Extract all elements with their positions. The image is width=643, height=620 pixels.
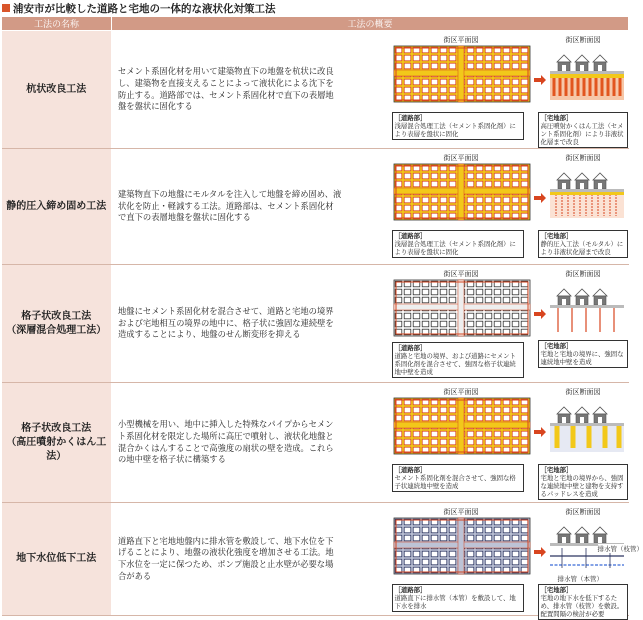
pipe-main-label: 排水管（本管）	[558, 574, 604, 583]
block-plan-diagram	[394, 518, 530, 574]
method-row	[2, 149, 629, 265]
arrow-right-icon	[534, 422, 546, 432]
method-name	[2, 503, 112, 616]
method-name	[2, 383, 112, 503]
lot-callout: ［宅地部］ 宅地と宅地の境界に、強固な連続地中壁を造成	[538, 340, 628, 369]
block-plan-diagram	[394, 280, 530, 336]
method-name-line: 地下水位低下工法	[2, 552, 112, 566]
method-name-line: 格子状改良工法	[2, 422, 112, 436]
road-callout: ［道路部］ セメント系固化剤を混合させて、強固な格子状連続地中壁を造成	[392, 464, 524, 493]
method-figure	[348, 149, 629, 265]
lot-callout: ［宅地部］ 静的圧入工法（モルタル）により非液状化層まで改良	[538, 230, 628, 259]
header-overview: 工法の概要	[112, 17, 629, 31]
plan-label: 街区平面図	[444, 269, 479, 279]
lot-callout: ［宅地部］ 宅地の地下水を低下するため、排水管（枝管）を敷設。配置間隔の検討が必要	[538, 584, 628, 620]
road-callout: ［道路部］ 道路直下に排水管（本管）を敷設して、地下水を排水	[392, 584, 524, 613]
block-plan-diagram	[394, 164, 530, 220]
lot-callout: ［宅地部］ 高圧噴射かくはん工法（セメント系固化剤）により非液状化層まで改良	[538, 112, 628, 149]
method-figure	[348, 383, 629, 503]
arrow-right-icon	[534, 188, 546, 198]
plan-label: 街区平面図	[444, 507, 479, 517]
block-section-diagram	[548, 398, 626, 454]
method-description: 地盤にセメント系固化材を混合させて、道路と宅地の境界および宅地相互の境界の地中に、格子状に強固な連続壁を造成することにより、地盤のせん断変形を抑える	[112, 265, 348, 383]
road-callout: ［道路部］ 浅層混合処理工法（セメント系固化剤）により表層を盤状に固化	[392, 112, 524, 141]
arrow-right-icon	[534, 542, 546, 552]
method-description: 建築物直下の地盤にモルタルを注入して地盤を締め固め、液状化を防止・軽減する工法。道路部は、セメント系固化材で直下の表層地盤を盤状に固化する	[112, 149, 348, 265]
method-description: セメント系固化材を用いて建築物直下の地盤を杭状に改良し、建築物を直接支えることによって液状化による沈下を防止する。道路部では、セメント系固化材で直下の表層地盤を盤状に固化する	[112, 31, 348, 149]
block-section-diagram	[548, 46, 626, 102]
method-figure	[348, 31, 629, 149]
section-label: 街区断面図	[566, 35, 601, 45]
plan-label: 街区平面図	[444, 387, 479, 397]
block-plan-diagram	[394, 46, 530, 102]
method-figure	[348, 265, 629, 383]
road-callout: ［道路部］ 道路と宅地の境界、および道路にセメント系固化剤を混合させて、強固な格子状連続地中壁を造成	[392, 342, 524, 379]
section-label: 街区断面図	[566, 507, 601, 517]
arrow-right-icon	[534, 70, 546, 80]
block-plan-diagram	[394, 398, 530, 454]
header-name: 工法の名称	[2, 17, 112, 31]
pipe-branch-label: 排水管（枝管）	[598, 544, 643, 553]
method-row	[2, 503, 629, 616]
method-name-line: 静的圧入締め固め工法	[2, 200, 112, 214]
method-name	[2, 265, 112, 383]
plan-label: 街区平面図	[444, 153, 479, 163]
title-marker	[2, 4, 10, 12]
method-name	[2, 149, 112, 265]
section-label: 街区断面図	[566, 387, 601, 397]
method-name	[2, 31, 112, 149]
section-label: 街区断面図	[566, 269, 601, 279]
page-title	[2, 1, 276, 15]
method-row	[2, 265, 629, 383]
block-section-diagram	[548, 280, 626, 336]
method-description: 小型機械を用い、地中に挿入した特殊なパイプからセメント系固化材を限定した場所に高圧で噴射し、液状化地盤と混合かくはんすることで高強度の扇状の壁を造成。これらの地中壁を格子状に構築する	[112, 383, 348, 503]
lot-callout: ［宅地部］ 宅地と宅地の境界から、強固な連続地中壁と建物を支持するパッドレスを造成	[538, 464, 628, 501]
road-callout: ［道路部］ 浅層混合処理工法（セメント系固化剤）により表層を盤状に固化	[392, 230, 524, 259]
section-label: 街区断面図	[566, 153, 601, 163]
block-section-diagram	[548, 164, 626, 220]
method-description: 道路直下と宅地地盤内に排水管を敷設して、地下水位を下げることにより、地盤の液状化強度を増加させる工法。地下水位を一定に保つため、ポンプ施設と止水壁が必要な場合がある	[112, 503, 348, 616]
method-row	[2, 383, 629, 503]
arrow-right-icon	[534, 304, 546, 314]
methods-table	[1, 16, 629, 616]
method-name-line: 格子状改良工法	[2, 310, 112, 324]
plan-label: 街区平面図	[444, 35, 479, 45]
page-title-text: 浦安市が比較した道路と宅地の一体的な液状化対策工法	[13, 1, 276, 16]
method-name-line: （深層混合処理工法）	[2, 324, 112, 338]
method-name-line: 杭状改良工法	[2, 83, 112, 97]
method-row	[2, 31, 629, 149]
table-header	[2, 17, 629, 31]
method-name-line: （高圧噴射かくはん工法）	[2, 436, 112, 464]
method-figure	[348, 503, 629, 616]
